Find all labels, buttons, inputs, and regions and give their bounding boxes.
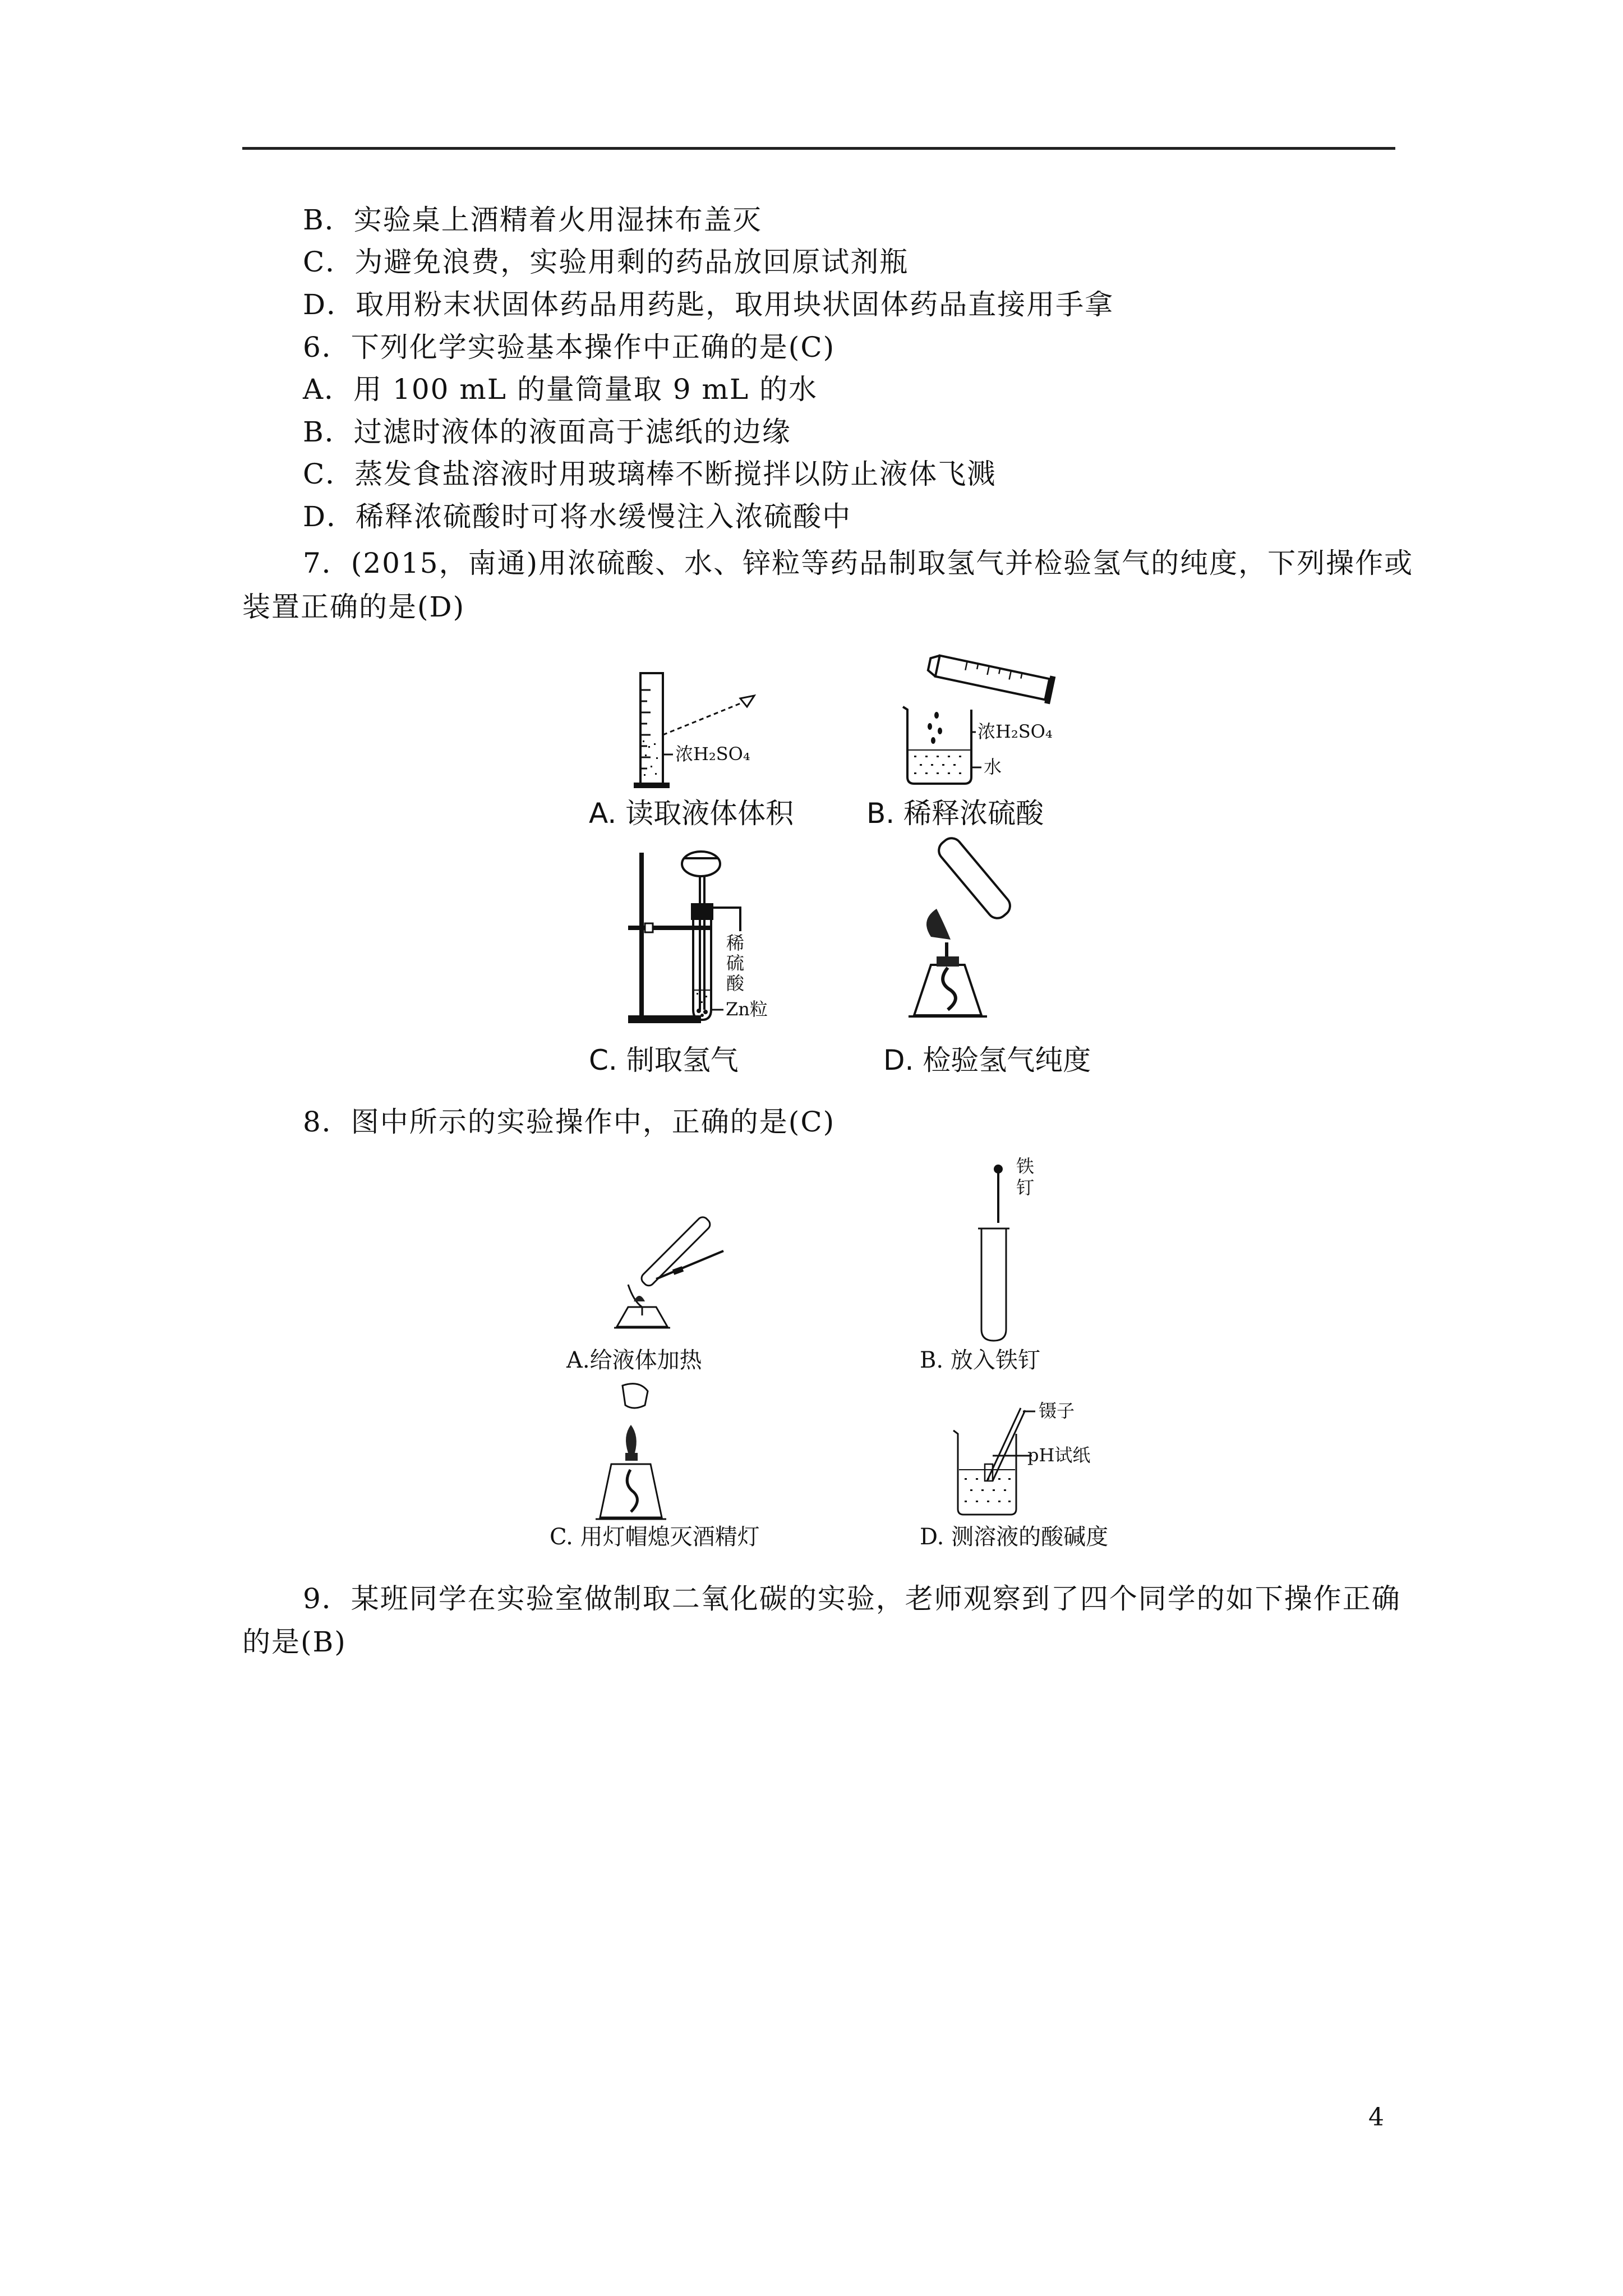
q7-fig-c-zn-label: Zn粒 — [726, 999, 768, 1020]
q8-fig-a-caption: A.给液体加热 — [566, 1347, 702, 1373]
q7-fig-c-caption: C. 制取氢气 — [589, 1044, 739, 1076]
q8-stem: 8．图中所示的实验操作中，正确的是(C) — [303, 1106, 836, 1138]
q8-figure-b — [976, 1156, 1049, 1341]
q8-figure-a — [611, 1217, 735, 1329]
q8-figure-c — [589, 1380, 673, 1526]
q7-figure-d — [897, 841, 1032, 1032]
q8-fig-b-caption: B. 放入铁钉 — [920, 1347, 1040, 1373]
q7-fig-c-acid-3: 酸 — [726, 973, 745, 994]
q7-fig-a-label: 浓H₂SO₄ — [675, 743, 750, 765]
option-b-text: B．实验桌上酒精着火用湿抹布盖灭 — [303, 204, 762, 236]
q9-stem-line1: 9．某班同学在实验室做制取二氧化碳的实验，老师观察到了四个同学的如下操作正确 — [303, 1582, 1401, 1615]
q8-fig-c-caption: C. 用灯帽熄灭酒精灯 — [550, 1524, 760, 1550]
q7-figure-c — [623, 841, 813, 1032]
q8-figure-d — [948, 1397, 1094, 1520]
page-number: 4 — [1368, 2103, 1384, 2132]
q7-stem-line2: 装置正确的是(D) — [242, 591, 465, 623]
q6-option-a: A．用 100 mL 的量筒量取 9 mL 的水 — [303, 373, 818, 406]
q8-fig-d-tweezers-label: 镊子 — [1039, 1400, 1075, 1421]
q8-fig-d-caption: D. 测溶液的酸碱度 — [920, 1524, 1109, 1550]
q6-option-d: D．稀释浓硫酸时可将水缓慢注入浓硫酸中 — [303, 500, 852, 533]
q7-fig-d-caption: D. 检验氢气纯度 — [883, 1044, 1091, 1076]
q7-fig-b-caption: B. 稀释浓硫酸 — [866, 797, 1044, 830]
q6-stem: 6．下列化学实验基本操作中正确的是(C) — [303, 331, 836, 364]
q9-stem-line2: 的是(B) — [242, 1626, 347, 1658]
q7-figure-b — [897, 654, 1077, 794]
q7-fig-a-caption: A. 读取液体体积 — [589, 797, 794, 830]
q7-figure-a — [628, 668, 808, 797]
q7-fig-b-acid-label: 浓H₂SO₄ — [978, 721, 1053, 742]
q7-fig-b-water-label: 水 — [984, 756, 1002, 777]
q6-option-c: C．蒸发食盐溶液时用玻璃棒不断搅拌以防止液体飞溅 — [303, 458, 997, 490]
option-c-text: C．为避免浪费，实验用剩的药品放回原试剂瓶 — [303, 246, 909, 278]
q7-fig-c-acid-1: 稀 — [726, 932, 745, 954]
q7-stem-line1: 7．(2015，南通)用浓硫酸、水、锌粒等药品制取氢气并检验氢气的纯度，下列操作或 — [303, 547, 1414, 579]
option-d-text: D．取用粉末状固体药品用药匙，取用块状固体药品直接用手拿 — [303, 288, 1114, 321]
q8-fig-d-paper-label: pH试纸 — [1027, 1444, 1091, 1466]
q8-fig-b-label-2: 钉 — [1016, 1177, 1035, 1198]
header-rule — [242, 147, 1395, 150]
q7-fig-c-acid-2: 硫 — [726, 953, 745, 974]
q6-option-b: B．过滤时液体的液面高于滤纸的边缘 — [303, 416, 791, 448]
q8-fig-b-label-1: 铁 — [1016, 1156, 1035, 1177]
